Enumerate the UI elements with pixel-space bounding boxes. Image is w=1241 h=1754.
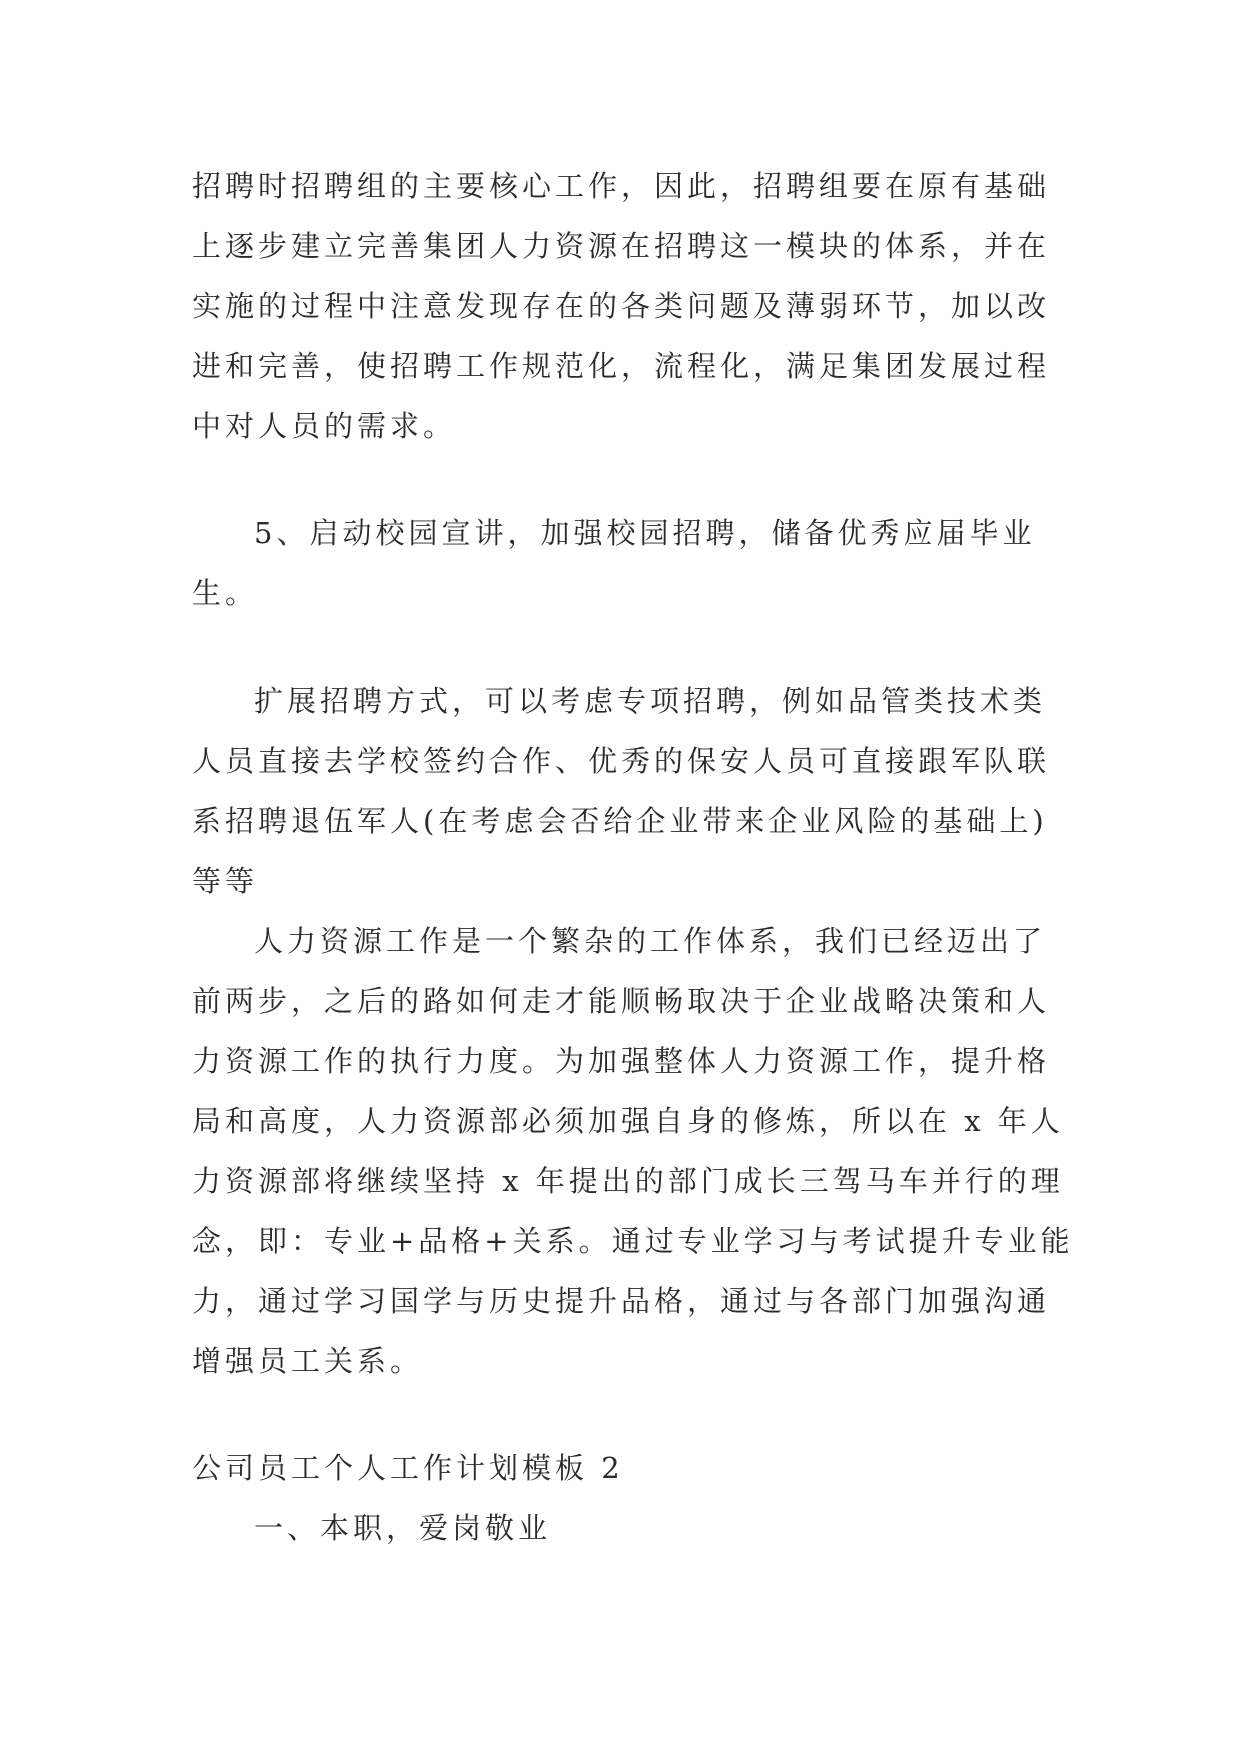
paragraph-line: 实施的过程中注意发现存在的各类问题及薄弱环节，加以改 [192, 289, 1051, 323]
paragraph-line: 念，即：专业+品格+关系。通过专业学习与考试提升专业能 [192, 1224, 1074, 1258]
section-title: 公司员工个人工作计划模板 2 [192, 1451, 624, 1485]
paragraph-line: 中对人员的需求。 [192, 409, 457, 443]
paragraph-line: 扩展招聘方式，可以考虑专项招聘，例如品管类技术类 [254, 684, 1047, 718]
subheading: 一、本职，爱岗敬业 [254, 1511, 552, 1545]
paragraph-line: 等等 [192, 864, 259, 898]
paragraph-line: 增强员工关系。 [192, 1344, 424, 1378]
paragraph-line: 进和完善，使招聘工作规范化，流程化，满足集团发展过程 [192, 349, 1051, 383]
paragraph-line: 招聘时招聘组的主要核心工作，因此，招聘组要在原有基础 [192, 169, 1051, 203]
paragraph-line: 上逐步建立完善集团人力资源在招聘这一模块的体系，并在 [192, 229, 1051, 263]
paragraph-line: 前两步，之后的路如何走才能顺畅取决于企业战略决策和人 [192, 984, 1051, 1018]
paragraph-line: 力资源工作的执行力度。为加强整体人力资源工作，提升格 [192, 1044, 1051, 1078]
paragraph-line: 局和高度，人力资源部必须加强自身的修炼，所以在 x 年人 [192, 1104, 1064, 1138]
paragraph-line: 人员直接去学校签约合作、优秀的保安人员可直接跟军队联 [192, 744, 1051, 778]
paragraph-line: 人力资源工作是一个繁杂的工作体系，我们已经迈出了 [254, 924, 1047, 958]
list-item-heading: 5、启动校园宣讲，加强校园招聘，储备优秀应届毕业 [254, 516, 1036, 550]
paragraph-line: 力资源部将继续坚持 x 年提出的部门成长三驾马车并行的理 [192, 1164, 1064, 1198]
paragraph-line: 力，通过学习国学与历史提升品格，通过与各部门加强沟通 [192, 1284, 1051, 1318]
paragraph-line: 系招聘退伍军人(在考虑会否给企业带来企业风险的基础上) [192, 804, 1048, 838]
list-item-heading-continued: 生。 [192, 576, 259, 610]
